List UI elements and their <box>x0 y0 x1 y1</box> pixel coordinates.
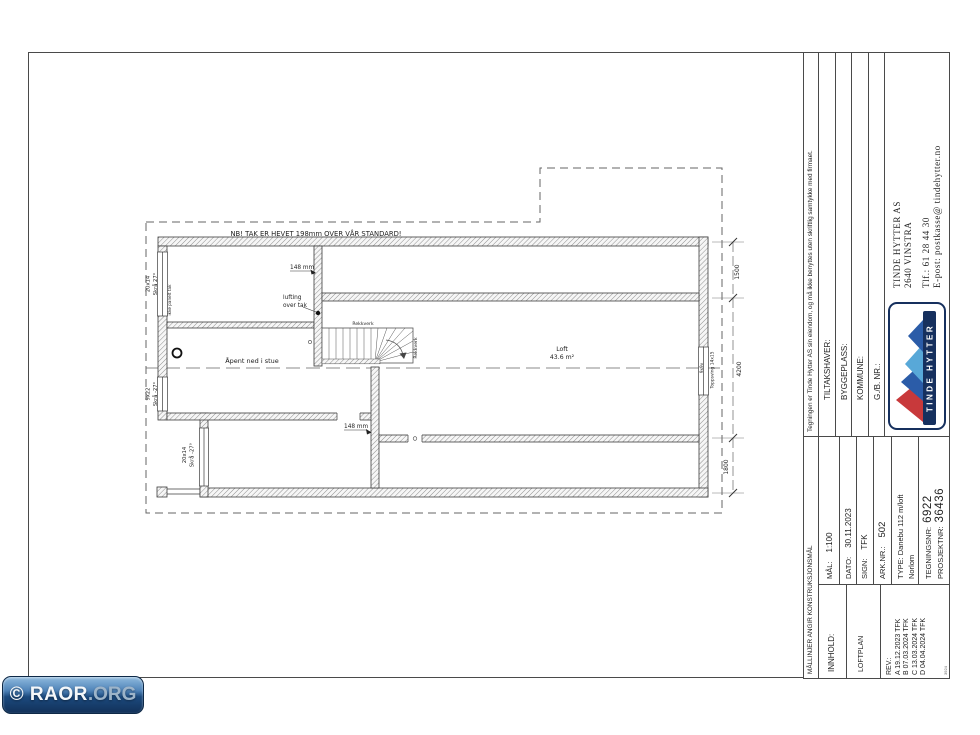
dim-4200: 4200 <box>736 361 743 377</box>
win4-size: 9x9v <box>699 362 704 374</box>
pipe-symbol <box>173 349 182 358</box>
raor-watermark-button[interactable] <box>2 676 144 714</box>
numbers-cell <box>919 437 949 584</box>
rev-row: D 04.04.2024 TFK <box>920 617 928 675</box>
company-name: TINDE HYTTER AS <box>891 201 902 288</box>
date-value: 30.11.2023 <box>843 508 853 548</box>
label-lufting-2: over tak <box>283 303 307 309</box>
drawing-info-block <box>819 436 949 678</box>
win2-size: 9x22 <box>145 387 152 401</box>
arknr-value: 502 <box>876 521 888 538</box>
dim-1800: 1800 <box>723 459 730 475</box>
label-148mm-top: 148 mm <box>290 265 315 271</box>
projectno-label: PROSJEKTNR: <box>936 526 946 579</box>
rev-label: REV.: <box>886 657 893 675</box>
field-gbnr: G./B. NR.: <box>869 53 885 436</box>
stairs <box>308 328 413 364</box>
ownership-disclaimer: Tegningen er Tinde Hytter AS sin eiendom, og må ikke benyttes uten skriftlig samtykke med firmaet. <box>807 150 814 432</box>
drawing-title: LOFTPLAN <box>847 585 881 678</box>
drawingno-value: 6922 <box>922 495 935 523</box>
mallinjer-note: MÅLLINJER ANGIR KONSTRUKSJONSMÅL <box>804 436 818 678</box>
scale-cell <box>819 437 840 584</box>
win3-slope: Skrå -27° <box>189 442 196 468</box>
label-loft-area: 43.6 m² <box>549 354 575 361</box>
win3-size: 20x14 <box>182 446 188 464</box>
company-phone: Tlf.: 61 28 44 30 <box>920 217 931 288</box>
company-address: 2640 VINSTRA <box>902 221 913 288</box>
company-email: E-post: postkasse@ tindehytter.no <box>931 145 942 288</box>
corner-code: 3924 <box>943 666 948 675</box>
field-byggeplass: BYGGEPLASS: <box>836 53 852 436</box>
vent-dot <box>316 311 320 315</box>
title-block <box>803 52 950 679</box>
win2-slope: Skrå -27° <box>153 381 159 407</box>
watermark-copyright: © RAOR <box>9 684 88 705</box>
type-extra: Norlom <box>907 554 917 579</box>
rev-row: A 19.12.2023 TFK <box>894 618 902 675</box>
field-tiltakshaver: TILTAKSHAVER: <box>819 53 836 436</box>
label-wall-note: ikke panelt tak <box>167 284 172 316</box>
project-fields-block <box>819 53 949 436</box>
sign-value: TFK <box>860 534 870 550</box>
scale-value: 1:100 <box>824 532 834 553</box>
field-kommune: KOMMUNE: <box>852 53 869 436</box>
label-rekkverk-top: Rekkverk <box>352 322 374 327</box>
logo-text: TINDE HYTTER <box>925 323 935 413</box>
label-open-below: Åpent ned i stue <box>225 357 279 365</box>
win1-size: 20x14 <box>145 275 152 293</box>
label-loft: Loft <box>556 346 568 353</box>
logo-mountains <box>890 308 940 428</box>
label-lufting-1: lufting <box>283 295 302 301</box>
date-cell <box>840 437 857 584</box>
watermark-org: .ORG <box>87 684 137 705</box>
win4-type: Toppsving 14x15 <box>710 351 716 389</box>
scale-label: MÅL: <box>824 561 834 579</box>
arknr-cell <box>874 437 893 584</box>
tinde-hytter-logo <box>888 302 946 430</box>
arknr-label: ARK.NR.: <box>877 546 887 579</box>
date-label: DATO: <box>843 556 853 579</box>
drawingno-label: TEGNINGSNR: <box>924 526 934 579</box>
company-info <box>892 145 943 288</box>
innhold-label: INNHOLD: <box>819 585 847 678</box>
type-label: TYPE: Danebu 112 m/loft <box>896 494 906 579</box>
sign-cell <box>857 437 874 584</box>
floorplan-drawing <box>28 52 803 679</box>
sign-label: SIGN: <box>860 558 870 579</box>
dim-1500: 1500 <box>734 264 741 280</box>
rev-row: B 07.03.2024 TFK <box>903 618 911 675</box>
roof-outline <box>146 168 722 513</box>
walls <box>158 237 708 497</box>
beam-and-post <box>157 487 200 497</box>
win1-slope: Skrå 27° <box>153 272 159 296</box>
projectno-value: 36436 <box>934 488 947 523</box>
label-148mm-bottom: 148 mm <box>344 424 369 430</box>
company-cell <box>885 53 949 436</box>
windows <box>158 252 709 486</box>
revision-list <box>881 585 949 678</box>
label-rekkverk-side: Rekkverk <box>414 337 419 359</box>
note-roof-raised: NB! TAK ER HEVET 198mm OVER VÅR STANDARD! <box>230 230 402 238</box>
rev-row: C 13.03.2024 TFK <box>911 617 919 675</box>
type-cell <box>892 437 918 584</box>
